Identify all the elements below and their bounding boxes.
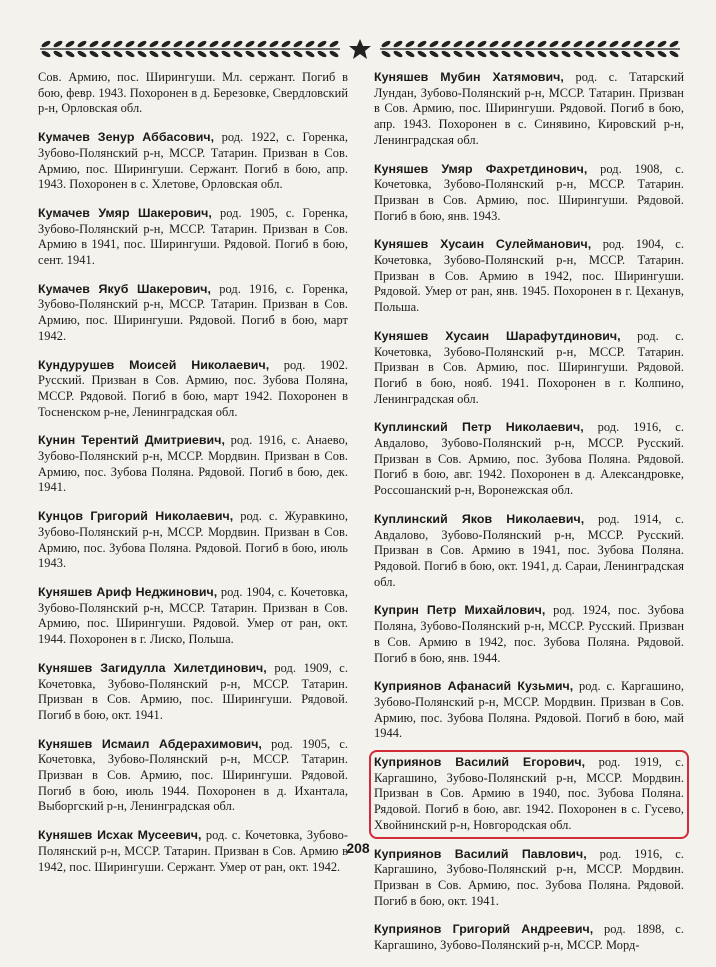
biography-entry	[38, 70, 348, 117]
person-name: Куприянов Василий Егорович,	[374, 755, 586, 770]
person-name: Куприн Петр Михайлович,	[374, 603, 546, 618]
star-icon	[349, 39, 371, 59]
person-name: Куняшев Исхак Мусеевич,	[38, 828, 202, 843]
left-column	[38, 70, 348, 888]
entry-text: род. с. Журавкино, Зубово-Полянский р-н, МССР. Мордвин. Призван в Сов. Армию, пос. Зубова Поляна. Рядовой. Погиб в бою, июль 1943.	[38, 509, 348, 571]
entry-text: род. 1924, пос. Зубова Поляна, Зубово-Полянский р-н, МССР. Русский. Призван в Сов. Армию в 1942, пос. Зубова Поляна. Рядовой. Погиб в бою, янв. 1944.	[374, 603, 685, 665]
laurel-ornament-header	[40, 38, 680, 60]
biography-entry	[38, 585, 348, 648]
person-name: Кундурушев Моисей Николаевич,	[38, 357, 270, 372]
entry-text: род. с. Кочетовка, Зубово-Полянский р-н, МССР. Татарин. Призван в Сов. Армию, пос. Ширингуши. Рядовой. Погиб в бою, нояб. 1941. Похоронен в г. Колпино, Ленинградская обл.	[374, 328, 684, 406]
person-name: Куняшев Ариф Неджинович,	[38, 584, 218, 599]
entry-text: род. 1919, с. Каргашино, Зубово-Полянский р-н, МССР. Мордвин. Призван в Сов. Армию в 1940, пос. Зубова Поляна. Рядовой. Погиб в бою, авг. 1942. Похоронен в с. Гусево, Хвойнинский р-н, Новгородская обл.	[374, 755, 684, 832]
entry-text: род. с. Каргашино, Зубово-Полянский р-н, МССР. Мордвин. Призван в Сов. Армию, пос. Зубова Поляна. Рядовой. Погиб в бою, май 1944.	[374, 679, 684, 741]
person-name: Куняшев Хусаин Шарафутдинович,	[374, 328, 621, 343]
entry-text: род. 1904, с. Кочетовка, Зубово-Полянский р-н, МССР. Татарин. Призван в Сов. Армию в 1942, пос. Ширингуши. Рядовой. Умер от ран, янв. 1945. Похоронен в г. Цеханув, Польша.	[374, 237, 684, 315]
biography-entry	[374, 679, 684, 742]
person-name: Куприянов Афанасий Кузьмич,	[374, 679, 574, 694]
entry-text: род. 1916, с. Авдалово, Зубово-Полянский р-н, МССР. Русский. Призван в Сов. Армию, пос. Зубова Поляна. Рядовой. Погиб в бою, авг. 1942. Похоронен в д. Александровке, Россошанский р-н, Воронежская обл.	[374, 420, 684, 498]
entry-text: род. 1916, с. Анаево, Зубово-Полянский р-н, МССР. Мордвин. Призван в Сов. Армию, пос. Зубова Поляна. Рядовой. Погиб в бою, дек. 1941.	[38, 433, 348, 495]
person-name: Куняшев Хусаин Сулейманович,	[374, 237, 592, 252]
entry-text: Сов. Армию, пос. Ширингуши. Мл. сержант. Погиб в бою, февр. 1943. Похоронен в д. Березовке, Свердловский р-н, Орловская обл.	[38, 70, 348, 116]
biography-entry	[374, 329, 684, 408]
entry-text: род. 1898, с. Каргашино, Зубово-Полянский р-н, МССР. Морд-	[374, 922, 685, 953]
entry-text: род. 1916, с. Каргашино, Зубово-Полянский р-н, МССР. Мордвин. Призван в Сов. Армию, пос. Зубова Поляна. Рядовой. Погиб в бою, окт. 1941.	[374, 846, 684, 908]
biography-entry	[374, 162, 684, 225]
person-name: Кунцов Григорий Николаевич,	[38, 509, 234, 524]
biography-entry	[374, 755, 684, 834]
entry-text: род. 1909, с. Кочетовка, Зубово-Полянский р-н, МССР. Татарин. Призван в Сов. Армию, пос. Ширингуши. Рядовой. Погиб в бою, окт. 1941.	[38, 660, 349, 722]
right-column	[374, 70, 684, 967]
biography-entry	[38, 433, 348, 496]
person-name: Куплинский Яков Николаевич,	[374, 511, 585, 526]
person-name: Куняшев Мубин Хатямович,	[374, 70, 564, 84]
entry-text: род. 1905, с. Кочетовка, Зубово-Полянский р-н, МССР. Татарин. Призван в Сов. Армию, пос. Ширингуши. Рядовой. Погиб в бою, июль 1944. Похоронен в д. Ихантала, Выборгский р-н, Ленинградская обл.	[38, 736, 349, 814]
person-name: Куплинский Петр Николаевич,	[374, 420, 584, 435]
biography-entry	[374, 237, 684, 316]
biography-entry	[38, 282, 348, 345]
page-number: 208	[346, 840, 370, 856]
biography-entry	[374, 420, 684, 499]
entry-text: род. 1916, с. Горенка, Зубово-Полянский р-н, МССР. Татарин. Призван в Сов. Армию, пос. Ширингуши. Рядовой. Погиб в бою, март 1942.	[38, 281, 348, 343]
biography-entry	[38, 661, 348, 724]
entry-text: род. 1922, с. Горенка, Зубово-Полянский р-н, МССР. Татарин. Призван в Сов. Армию, пос. Ширингуши. Сержант. Погиб в бою, апр. 1943. Похоронен в с. Хлетове, Орловская обл.	[38, 130, 348, 192]
person-name: Куняшев Исмаил Абдерахимович,	[38, 736, 262, 751]
entry-text: род. 1914, с. Авдалово, Зубово-Полянский р-н, МССР. Русский. Призван в Сов. Армию в 1941, пос. Зубова Поляна. Рядовой. Погиб в бою, окт. 1941, д. Сараи, Ленинградская обл.	[374, 511, 684, 589]
entry-text: род. 1908, с. Кочетовка, Зубово-Полянский р-н, МССР. Татарин. Призван в Сов. Армию, пос. Ширингуши. Рядовой. Погиб в бою, янв. 1943.	[374, 161, 684, 223]
biography-entry	[374, 922, 684, 953]
biography-entry	[38, 737, 348, 816]
person-name: Куняшев Умяр Фахретдинович,	[374, 161, 588, 176]
entry-text: род. 1905, с. Горенка, Зубово-Полянский р-н, МССР. Татарин. Призван в Сов. Армию в 1941, пос. Ширингуши. Рядовой. Погиб в бою, сент. 1941.	[38, 205, 349, 268]
entry-text: род. 1904, с. Кочетовка, Зубово-Полянский р-н, МССР. Татарин. Призван в Сов. Армию, пос. Ширингуши. Рядовой. Умер от ран, окт. 1944. Похоронен в г. Лиско, Польша.	[38, 584, 348, 647]
person-name: Кумачев Зенур Аббасович,	[38, 130, 215, 145]
person-name: Куприянов Василий Павлович,	[374, 846, 587, 861]
biography-entry	[374, 70, 684, 149]
biography-entry	[38, 358, 348, 421]
biography-entry	[374, 512, 684, 591]
entry-text: род. 1902. Русский. Призван в Сов. Армию, пос. Зубова Поляна, МССР. Рядовой. Погиб в бою, март 1942. Похоронен в Тосненском р-не, Ленинградская обл.	[38, 357, 348, 419]
person-name: Куприянов Григорий Андреевич,	[374, 922, 594, 937]
biography-entry	[38, 130, 348, 193]
person-name: Кунин Терентий Дмитриевич,	[38, 433, 225, 448]
entry-text: род. с. Татарский Лундан, Зубово-Полянский р-н, МССР. Татарин. Призван в Сов. Армию, пос. Ширингуши. Рядовой. Погиб в бою, апр. 1943. Похоронен в с. Синявино, Кировский р-н, Ленинградская обл.	[374, 70, 684, 147]
biography-entry	[38, 206, 348, 269]
biography-entry	[374, 603, 684, 666]
biography-entry	[38, 509, 348, 572]
person-name: Кумачев Якуб Шакерович,	[38, 281, 211, 296]
entry-text: род. с. Кочетовка, Зубово-Полянский р-н, МССР. Татарин. Призван в Сов. Армию в 1942, пос. Ширингуши. Сержант. Умер от ран, окт. 1942.	[38, 828, 348, 874]
person-name: Куняшев Загидулла Хилетдинович,	[38, 660, 267, 675]
person-name: Кумачев Умяр Шакерович,	[38, 205, 212, 220]
